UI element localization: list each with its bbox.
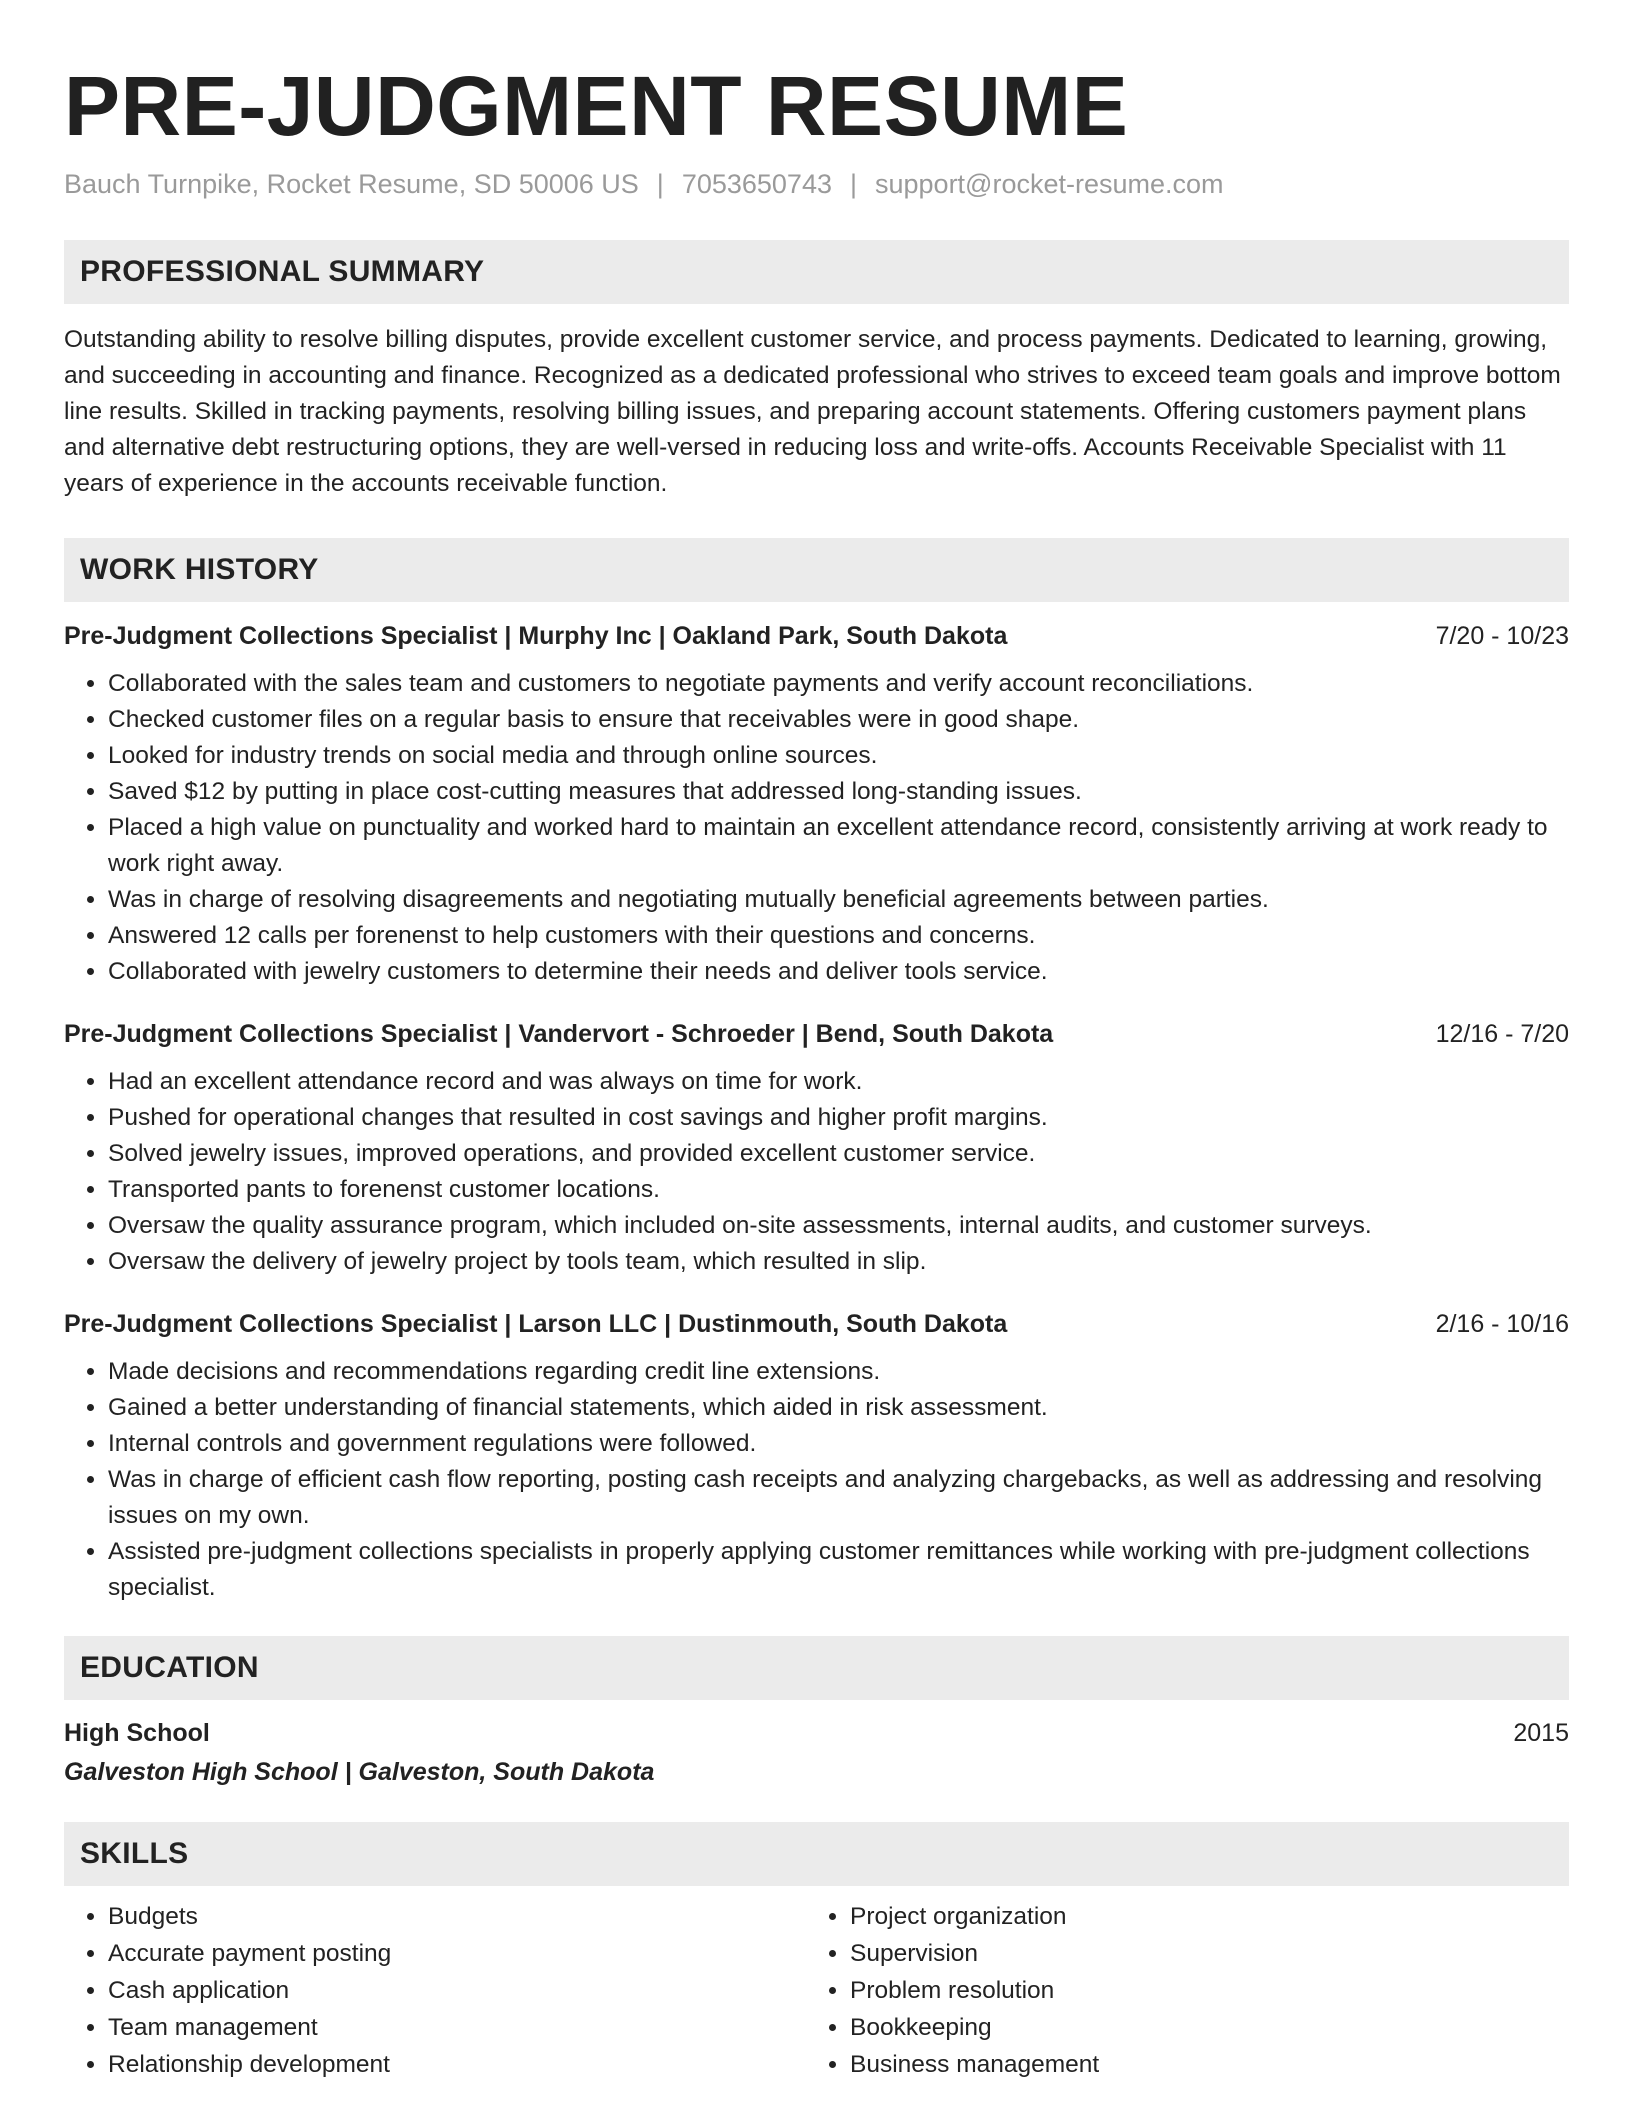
skill-item: • Project organization: [850, 1898, 1550, 1935]
work-history-heading: WORK HISTORY: [64, 538, 1569, 602]
job-bullet: • Pushed for operational changes that resulted in cost savings and higher profit margins.: [108, 1100, 1569, 1136]
skill-item: • Business management: [850, 2046, 1550, 2083]
contact-address: Bauch Turnpike, Rocket Resume, SD 50006 US: [64, 169, 639, 199]
job-bullets: [64, 1354, 1569, 1606]
resume-page: [64, 0, 1569, 2083]
skill-item: • Cash application: [108, 1972, 808, 2009]
contact-email: support@rocket-resume.com: [875, 169, 1224, 199]
skill-item: • Bookkeeping: [850, 2009, 1550, 2046]
skill-item: • Relationship development: [108, 2046, 808, 2083]
job-bullet: • Collaborated with jewelry customers to determine their needs and deliver tools service.: [108, 954, 1569, 990]
job-bullet: • Made decisions and recommendations regarding credit line extensions.: [108, 1354, 1569, 1390]
job-bullet: • Answered 12 calls per forenenst to help customers with their questions and concerns.: [108, 918, 1569, 954]
skills-list-left: [64, 1898, 808, 2083]
skills-heading: SKILLS: [64, 1822, 1569, 1886]
work-history-section: [64, 538, 1569, 1606]
job-bullet: • Assisted pre-judgment collections specialists in properly applying customer remittances while working with pre-judgment collections specialist.: [108, 1534, 1569, 1606]
job-bullet: • Solved jewelry issues, improved operations, and provided excellent customer service.: [108, 1136, 1569, 1172]
job-bullets: [64, 1064, 1569, 1280]
job-bullet: • Placed a high value on punctuality and worked hard to maintain an excellent attendance record, consistently arriving at work ready to work right away.: [108, 810, 1569, 882]
job-entry: [64, 1016, 1569, 1280]
job-bullet: • Had an excellent attendance record and was always on time for work.: [108, 1064, 1569, 1100]
skill-item: • Supervision: [850, 1935, 1550, 1972]
job-entry: [64, 1306, 1569, 1606]
job-bullet: • Collaborated with the sales team and customers to negotiate payments and verify account reconciliations.: [108, 666, 1569, 702]
contact-separator: |: [849, 169, 857, 199]
education-heading: EDUCATION: [64, 1636, 1569, 1700]
contact-phone: 7053650743: [681, 169, 832, 199]
skill-item: • Accurate payment posting: [108, 1935, 808, 1972]
job-bullets: [64, 666, 1569, 990]
job-dates: 7/20 - 10/23: [1435, 622, 1569, 650]
skill-item: • Budgets: [108, 1898, 808, 1935]
summary-heading: PROFESSIONAL SUMMARY: [64, 240, 1569, 304]
job-bullet: • Checked customer files on a regular basis to ensure that receivables were in good shape.: [108, 702, 1569, 738]
education-section: [64, 1636, 1569, 1792]
skills-section: [64, 1822, 1569, 2083]
job-bullet: • Was in charge of resolving disagreements and negotiating mutually beneficial agreements between parties.: [108, 882, 1569, 918]
contact-line: [64, 166, 1569, 202]
education-school: Galveston High School | Galveston, South Dakota: [64, 1758, 655, 1786]
job-title: Pre-Judgment Collections Specialist | Murphy Inc | Oakland Park, South Dakota: [64, 622, 1008, 650]
job-bullet: • Was in charge of efficient cash flow reporting, posting cash receipts and analyzing chargebacks, as well as addressing and resolving issues on my own.: [108, 1462, 1569, 1534]
job-title: Pre-Judgment Collections Specialist | Larson LLC | Dustinmouth, South Dakota: [64, 1310, 1008, 1338]
summary-text: Outstanding ability to resolve billing disputes, provide excellent customer service, and process payments. Dedicated to learning, growing, and succeeding in accounting and finance. Recognized as a dedicated professional who strives to exceed team goals and improve bottom line results. Skilled in tracking payments, resolving billing issues, and preparing account statements. Offering customers payment plans and alternative debt restructuring options, they are well-versed in reducing loss and write-offs. Accounts Receivable Specialist with 11 years of experience in the accounts receivable function.: [64, 326, 1561, 497]
job-dates: 12/16 - 7/20: [1435, 1020, 1569, 1048]
job-bullet: • Saved $12 by putting in place cost-cutting measures that addressed long-standing issues.: [108, 774, 1569, 810]
summary-section: [64, 240, 1569, 502]
job-bullet: • Gained a better understanding of financial statements, which aided in risk assessment.: [108, 1390, 1569, 1426]
job-bullet: • Looked for industry trends on social media and through online sources.: [108, 738, 1569, 774]
job-bullet: • Transported pants to forenenst customer locations.: [108, 1172, 1569, 1208]
resume-title: PRE-JUDGMENT RESUME: [64, 59, 1129, 153]
education-degree: High School: [64, 1719, 210, 1747]
job-entry: [64, 618, 1569, 990]
skills-list-right: [808, 1898, 1550, 2083]
education-year: 2015: [1513, 1719, 1569, 1747]
job-title: Pre-Judgment Collections Specialist | Vandervort - Schroeder | Bend, South Dakota: [64, 1020, 1054, 1048]
job-bullet: • Oversaw the quality assurance program, which included on-site assessments, internal audits, and customer surveys.: [108, 1208, 1569, 1244]
job-bullet: • Oversaw the delivery of jewelry project by tools team, which resulted in slip.: [108, 1244, 1569, 1280]
job-bullet: • Internal controls and government regulations were followed.: [108, 1426, 1569, 1462]
skill-item: • Problem resolution: [850, 1972, 1550, 2009]
contact-separator: |: [656, 169, 664, 199]
job-dates: 2/16 - 10/16: [1435, 1310, 1569, 1338]
skill-item: • Team management: [108, 2009, 808, 2046]
